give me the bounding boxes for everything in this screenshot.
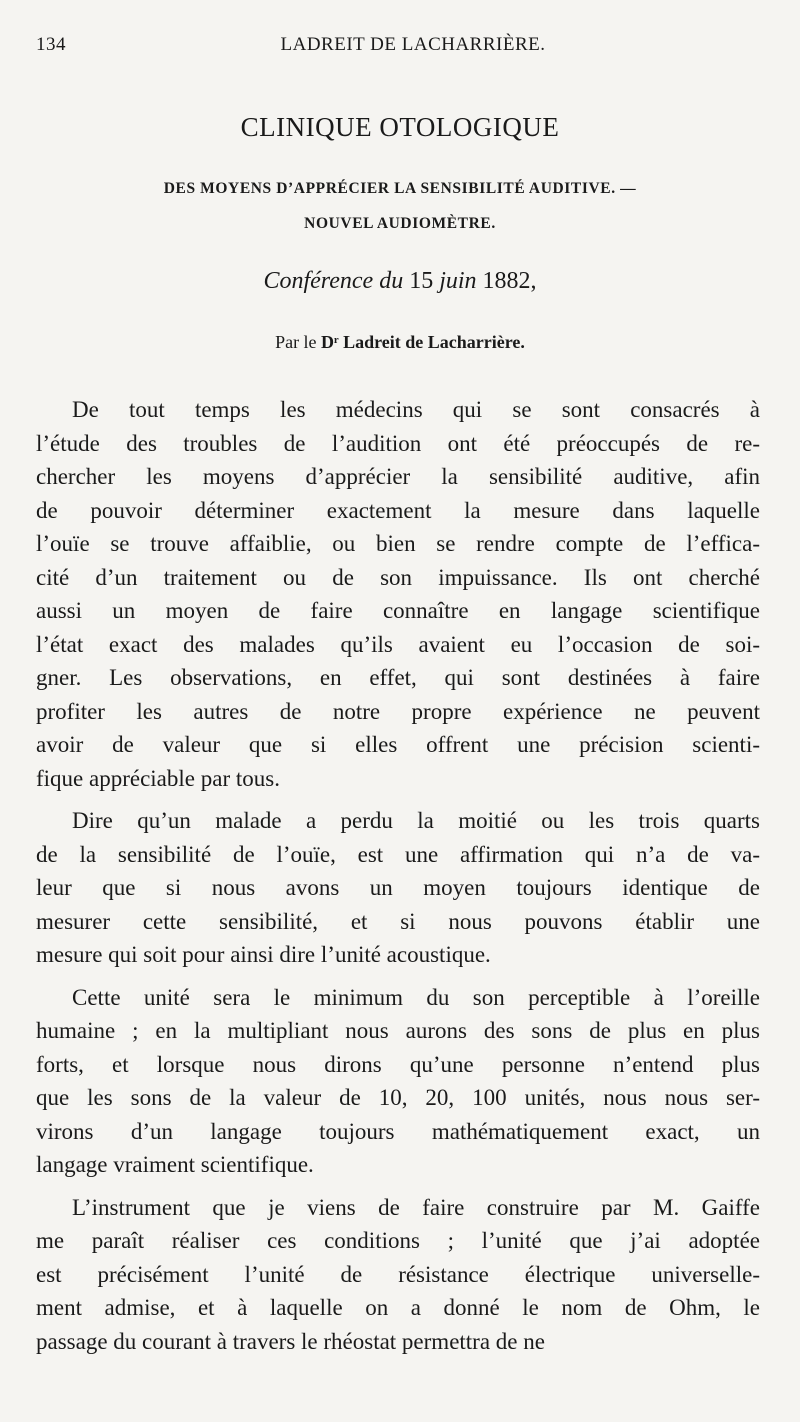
paragraph [36,393,760,795]
byline-title: Dʳ [321,332,339,352]
text-line: de pouvoir déterminer exactement la mesure dans laquelle [36,497,760,523]
text-line: l’ouïe se trouve affaiblie, ou bien se rendre compte de l’effica- [36,531,760,556]
byline [0,332,800,353]
text-line: Dire qu’un malade a perdu la moitié ou les trois quarts [72,808,760,833]
text-line: passage du courant à travers le rhéostat permettra de ne [36,1328,545,1354]
text-line: L’instrument que je viens de faire construire par M. Gaiffe [72,1194,760,1220]
article-subtitle-line-1: DES MOYENS D’APPRÉCIER LA SENSIBILITÉ AUDITIVE. — [163,180,637,197]
text-line: l’état exact des malades qu’ils avaient eu l’occasion de soi- [36,631,760,657]
text-line: que les sons de la valeur de 10, 20, 100 unités, nous nous ser- [36,1085,760,1110]
text-line: langage vraiment scientifique. [36,1152,314,1177]
text-line: me paraît réaliser ces conditions ; l’unité que j’ai adoptée [36,1228,760,1253]
conference-day: 15 [409,268,434,294]
paragraph [36,804,760,972]
text-line: cité d’un traitement ou de son impuissance. Ils ont cherché [36,564,760,590]
text-line: De tout temps les médecins qui se sont consacrés à [72,397,760,422]
text-line: mesurer cette sensibilité, et si nous pouvons établir une [36,908,760,934]
conference-line [0,268,800,295]
text-line: humaine ; en la multipliant nous aurons des sons de plus en plus [36,1018,760,1043]
article-title: CLINIQUE OTOLOGIQUE [240,112,560,142]
text-line: chercher les moyens d’apprécier la sensibilité auditive, afin [36,464,760,489]
conference-month: juin [439,268,477,294]
body-text [36,393,760,1367]
text-line: leur que si nous avons un moyen toujours identique de [36,875,760,900]
text-line: aussi un moyen de faire connaître en langage scientifique [36,598,760,623]
text-line: mesure qui soit pour ainsi dire l’unité acoustique. [36,942,491,967]
running-head-title: LADREIT DE LACHARRIÈRE. [280,34,546,55]
text-line: profiter les autres de notre propre expérience ne peuvent [36,698,760,724]
text-line: ment admise, et à laquelle on a donné le nom de Ohm, le [36,1295,760,1320]
text-line: virons d’un langage toujours mathématiquement exact, un [36,1118,760,1144]
byline-author: Ladreit de Lacharrière. [343,332,525,352]
page-number: 134 [36,34,66,55]
article-subtitle-line-2: NOUVEL AUDIOMÈTRE. [304,215,496,232]
paragraph [36,1191,760,1359]
text-line: Cette unité sera le minimum du son perceptible à l’oreille [72,984,760,1010]
text-line: fique appréciable par tous. [36,765,280,791]
text-line: l’étude des troubles de l’audition ont été préoccupés de re- [36,430,760,456]
conference-year: 1882, [482,268,537,294]
conference-prefix: Conférence du [263,268,404,294]
byline-prefix: Par le [275,332,317,352]
paragraph [36,981,760,1182]
text-line: avoir de valeur que si elles offrent une précision scienti- [36,732,760,757]
text-line: est précisément l’unité de résistance électrique universelle- [36,1261,760,1287]
text-line: forts, et lorsque nous dirons qu’une personne n’entend plus [36,1051,760,1077]
text-line: de la sensibilité de l’ouïe, est une affirmation qui n’a de va- [36,841,760,867]
text-line: gner. Les observations, en effet, qui sont destinées à faire [36,665,760,690]
